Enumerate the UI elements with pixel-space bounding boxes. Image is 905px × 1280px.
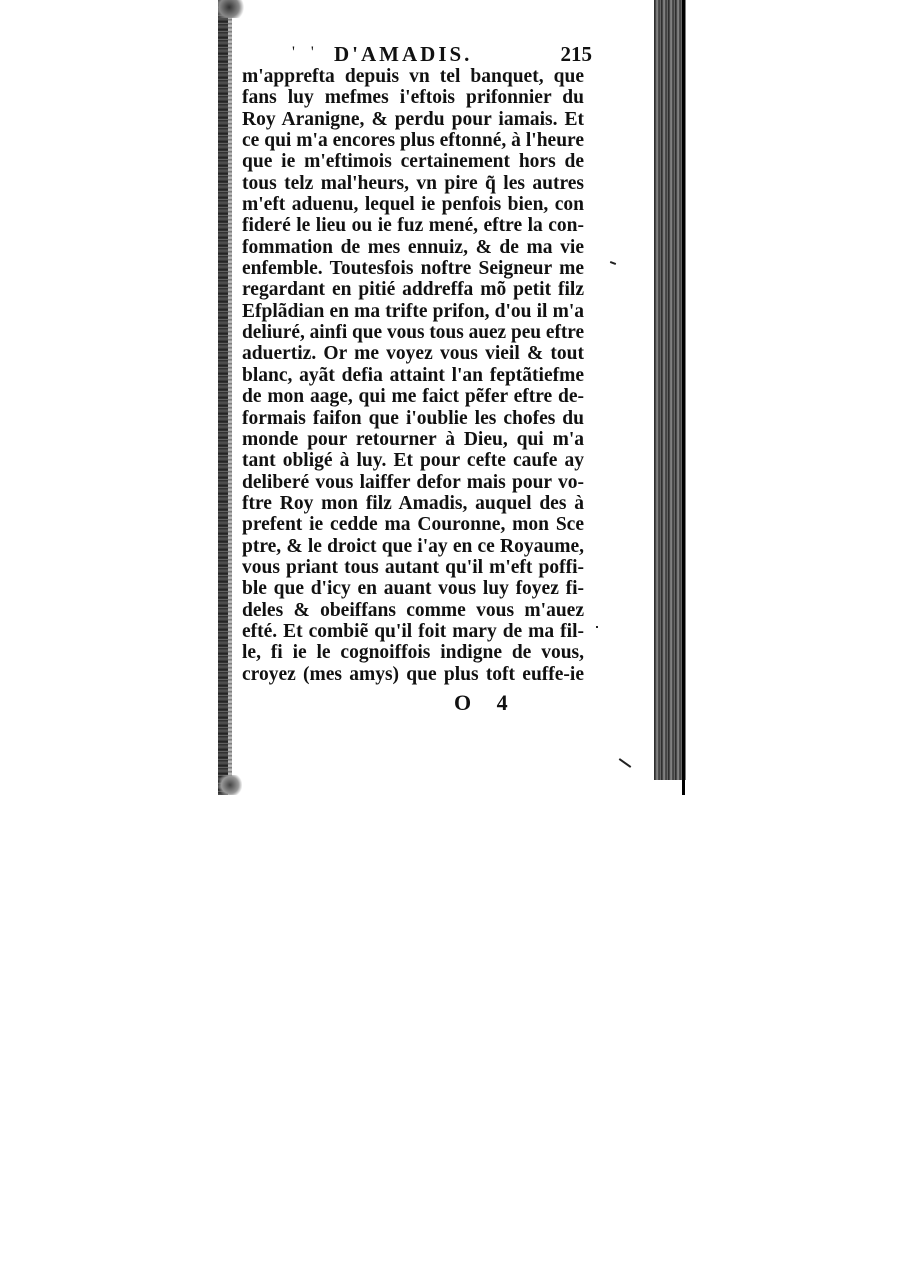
text-line: croyez (mes amys) que plus toft euffe-ie (242, 663, 584, 685)
ink-speck (619, 758, 632, 768)
text-line: deliberé vous laiffer defor mais pour vo- (242, 471, 584, 493)
text-line: fommation de mes ennuiz, & de ma vie (242, 236, 584, 258)
text-line: ftre Roy mon filz Amadis, auquel des à (242, 492, 584, 514)
text-line: m'apprefta depuis vn tel banquet, que (242, 66, 584, 87)
text-line: tant obligé à luy. Et pour cefte caufe ay (242, 450, 584, 472)
text-line: fans luy mefmes i'eftois prifonnier du (242, 87, 584, 109)
text-line: prefent ie cedde ma Couronne, mon Sce (242, 514, 584, 536)
running-head: D'AMADIS. (334, 42, 473, 66)
signature-mark: O 4 (454, 690, 518, 715)
text-line: ce qui m'a encores plus eftonné, à l'heure (242, 130, 584, 152)
text-line: formais faifon que i'oublie les chofes du (242, 407, 584, 429)
text-line: Efplãdian en ma trifte prifon, d'ou il m'a (242, 300, 584, 322)
ink-blot-bottom (218, 775, 242, 795)
text-line: Roy Aranigne, & perdu pour iamais. Et (242, 108, 584, 130)
text-line: regardant en pitié addreffa mõ petit filz (242, 279, 584, 301)
text-line: monde pour retourner à Dieu, qui m'a (242, 428, 584, 450)
text-line: deles & obeiffans comme vous m'auez (242, 599, 584, 621)
text-line: tous telz mal'heurs, vn pire q̃ les autres (242, 172, 584, 194)
ink-speck (596, 626, 598, 628)
page-left-edge (218, 0, 228, 795)
text-line: de mon aage, qui me faict pẽfer eftre de- (242, 386, 584, 408)
text-line: ble que d'icy en auant vous luy foyez fi- (242, 578, 584, 600)
text-line: deliuré, ainfi que vous tous auez peu eftre (242, 322, 585, 344)
text-line: fideré le lieu ou ie fuz mené, eftre la con- (242, 215, 584, 237)
page-left-edge-shadow (228, 0, 232, 780)
page-number: 215 (560, 42, 592, 66)
text-line: le, fi ie le cognoiffois indigne de vous, (242, 642, 584, 664)
text-line: enfemble. Toutesfois noftre Seigneur me (242, 258, 584, 280)
body-text (242, 66, 584, 685)
scanned-page (218, 0, 686, 795)
text-line: aduertiz. Or me voyez vous vieil & tout (242, 343, 584, 365)
ink-speck (610, 261, 616, 265)
page-right-border (682, 0, 685, 795)
text-line: efté. Et combiẽ qu'il foit mary de ma fil- (242, 620, 584, 642)
text-line: m'eft aduenu, lequel ie penfois bien, con (242, 194, 584, 216)
header-ornament: ' ' (292, 44, 320, 61)
text-line: que ie m'eftimois certainement hors de (242, 151, 584, 173)
ink-blot-top (218, 0, 246, 18)
text-line: blanc, ayãt defia attaint l'an feptãtiefme (242, 364, 584, 386)
text-line: ptre, & le droict que i'ay en ce Royaume, (242, 535, 584, 557)
text-line: vous priant tous autant qu'il m'eft poffi- (242, 556, 584, 578)
